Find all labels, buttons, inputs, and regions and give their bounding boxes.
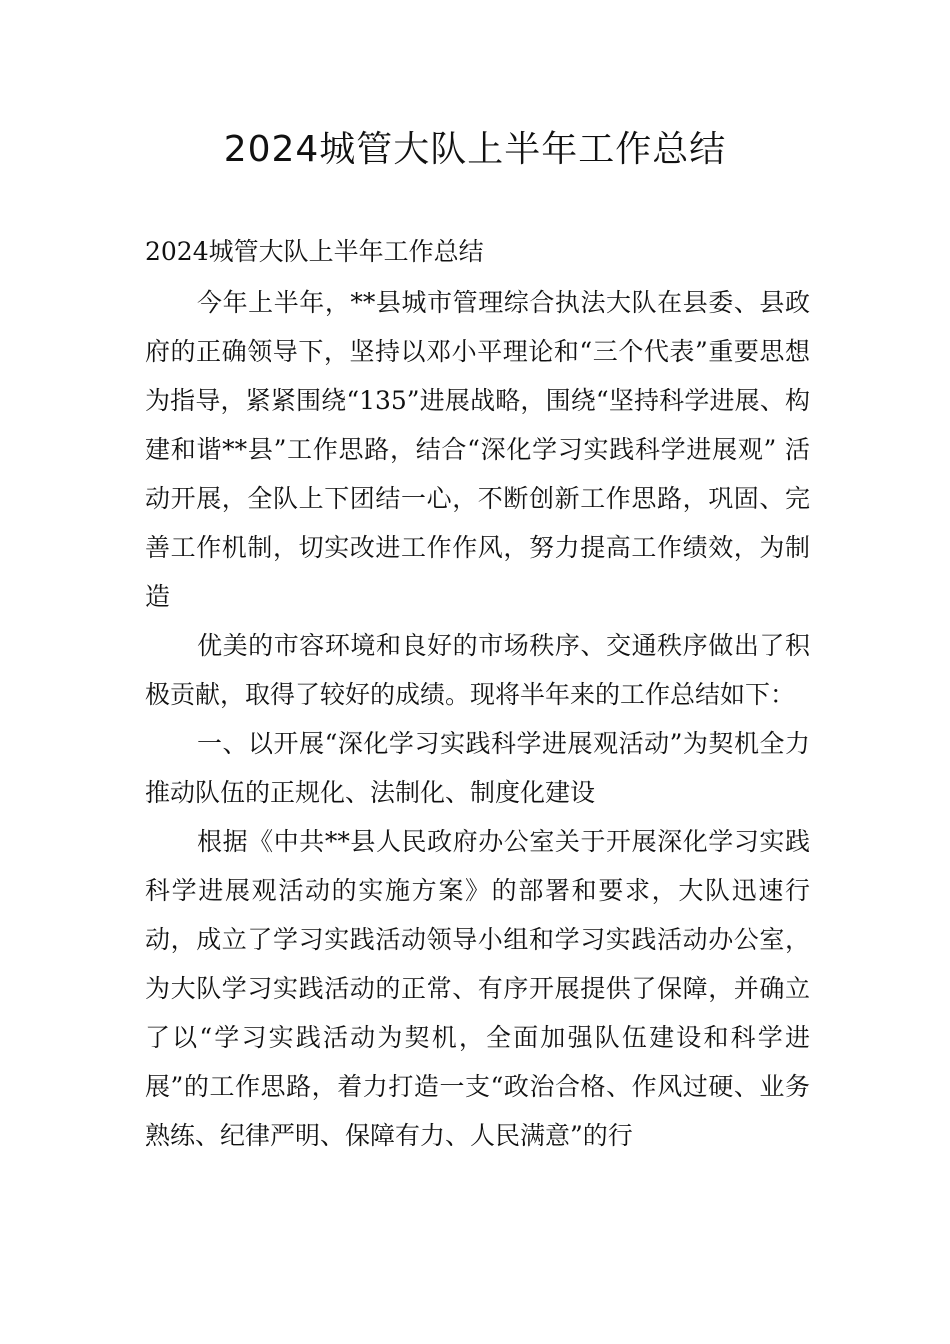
document-subtitle: 2024城管大队上半年工作总结 — [145, 237, 484, 266]
section-heading-one: 一、以开展“深化学习实践科学进展观活动”为契机全力推动队伍的正规化、法制化、制度化建设 — [145, 729, 810, 807]
document-title: 2024城管大队上半年工作总结 — [223, 129, 727, 170]
paragraph-intro: 今年上半年，**县城市管理综合执法大队在县委、县政府的正确领导下，坚持以邓小平理论和“三个代表”重要思想为指导，紧紧围绕“135”进展战略，围绕“坚持科学进展、构建和谐**县”工作思路，结合“深化学习实践科学进展观” 活动开展，全队上下团结一心，不断创新工作思路，巩固、完善工作机制，切实改进工作作风，努力提高工作绩效，为制造 — [145, 288, 810, 611]
document-body — [145, 227, 810, 1160]
paragraph-achievements: 优美的市容环境和良好的市场秩序、交通秩序做出了积极贡献，取得了较好的成绩。现将半年来的工作总结如下： — [145, 631, 810, 709]
paragraph-section-one: 根据《中共**县人民政府办公室关于开展深化学习实践科学进展观活动的实施方案》的部署和要求，大队迅速行动，成立了学习实践活动领导小组和学习实践活动办公室，为大队学习实践活动的正常、有序开展提供了保障，并确立了以“学习实践活动为契机，全面加强队伍建设和科学进展”的工作思路，着力打造一支“政治合格、作风过硬、业务熟练、纪律严明、保障有力、人民满意”的行 — [145, 827, 810, 1150]
